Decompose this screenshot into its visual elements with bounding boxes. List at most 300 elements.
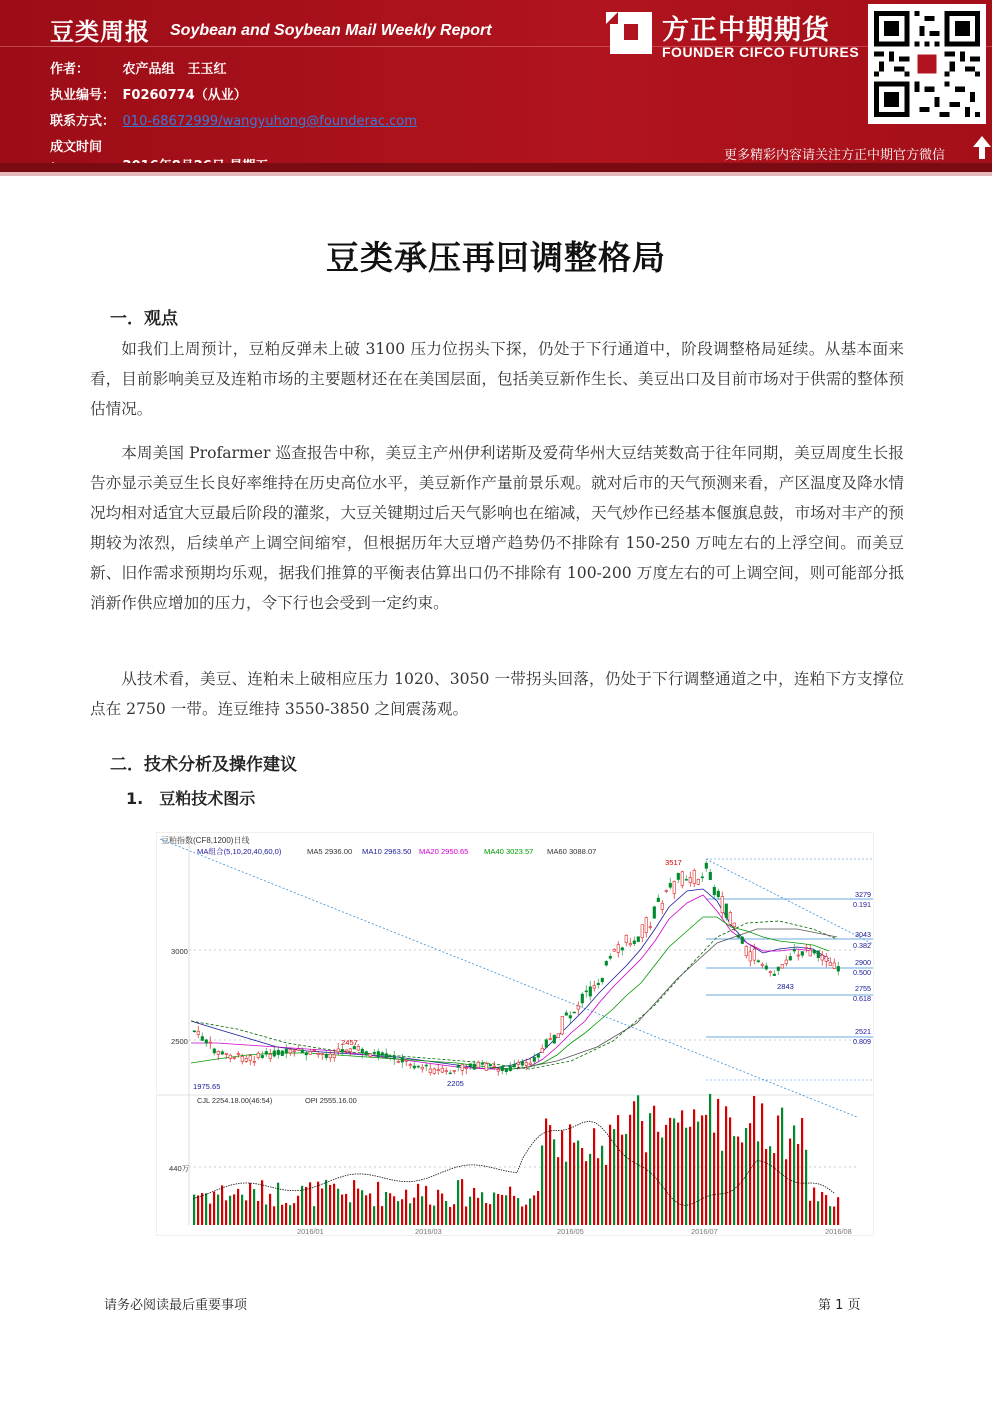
volume-bar bbox=[461, 1179, 463, 1225]
volume-bar bbox=[321, 1188, 323, 1225]
volume-bar bbox=[313, 1206, 315, 1225]
volume-bar bbox=[237, 1189, 239, 1225]
candle-body bbox=[201, 1037, 204, 1041]
volume-bar bbox=[553, 1139, 555, 1225]
volume-bar bbox=[445, 1201, 447, 1225]
candle-body bbox=[401, 1057, 404, 1062]
fib-0500: 0.500 bbox=[853, 968, 871, 977]
candle-body bbox=[797, 955, 800, 956]
fib-2900: 2900 bbox=[855, 958, 871, 967]
volume-bar bbox=[441, 1193, 443, 1225]
fib-2755: 2755 bbox=[855, 984, 871, 993]
volume-bar bbox=[801, 1118, 803, 1225]
fib-0382: 0.382 bbox=[853, 941, 871, 950]
volume-bar bbox=[769, 1146, 771, 1225]
candle-body bbox=[361, 1049, 364, 1053]
volume-bar bbox=[749, 1123, 751, 1225]
ann-high-3517: 3517 bbox=[665, 858, 682, 867]
volume-bar bbox=[329, 1185, 331, 1225]
candle-body bbox=[493, 1066, 496, 1067]
candle-body bbox=[445, 1071, 448, 1072]
candle-body bbox=[829, 962, 832, 965]
candle-body bbox=[497, 1069, 500, 1071]
volume-bar bbox=[717, 1099, 719, 1225]
candle-body bbox=[561, 1016, 564, 1034]
volume-bar bbox=[593, 1128, 595, 1225]
volume-bar bbox=[513, 1196, 515, 1225]
candle-body bbox=[601, 978, 604, 982]
candle-body bbox=[277, 1050, 280, 1054]
contact-label: 联系方式： bbox=[50, 114, 116, 129]
candle-body bbox=[369, 1054, 372, 1057]
y-tick-2500: 2500 bbox=[171, 1037, 188, 1046]
candle-body bbox=[725, 904, 728, 918]
candle-body bbox=[757, 961, 760, 962]
volume-bar bbox=[685, 1128, 687, 1225]
volume-bar bbox=[649, 1113, 651, 1225]
ann-2843: 2843 bbox=[777, 982, 794, 991]
candle-body bbox=[489, 1064, 492, 1065]
soymeal-technical-chart bbox=[156, 832, 874, 1236]
volume-bar bbox=[713, 1133, 715, 1225]
candle-body bbox=[801, 951, 804, 955]
volume-bar bbox=[233, 1194, 235, 1225]
section-heading-viewpoint: 一．观点 bbox=[110, 309, 178, 329]
candle-body bbox=[809, 950, 812, 956]
ann-2205: 2205 bbox=[447, 1079, 464, 1088]
candle-body bbox=[441, 1068, 444, 1072]
candle-body bbox=[593, 985, 596, 988]
candle-body bbox=[325, 1054, 328, 1057]
ann-2457: 2457 bbox=[341, 1038, 358, 1047]
candle-body bbox=[265, 1051, 268, 1054]
candle-body bbox=[649, 927, 652, 928]
candle-body bbox=[613, 949, 616, 951]
candle-body bbox=[761, 964, 764, 965]
volume-bar bbox=[681, 1110, 683, 1225]
volume-bar bbox=[325, 1180, 327, 1225]
volume-bar bbox=[197, 1195, 199, 1225]
volume-bar bbox=[489, 1204, 491, 1225]
volume-bar bbox=[493, 1193, 495, 1225]
candle-body bbox=[501, 1066, 504, 1070]
open-interest-label: OPI 2555.16.00 bbox=[305, 1096, 357, 1105]
candle-body bbox=[693, 870, 696, 883]
footer-notice: 请务必阅读最后重要事项 bbox=[104, 1298, 248, 1313]
candle-body bbox=[481, 1063, 484, 1065]
fib-0191: 0.191 bbox=[853, 900, 871, 909]
volume-bar bbox=[585, 1161, 587, 1225]
volume-bar bbox=[833, 1207, 835, 1225]
volume-bar bbox=[361, 1190, 363, 1225]
candle-body bbox=[209, 1042, 212, 1043]
volume-bar bbox=[425, 1186, 427, 1225]
candle-body bbox=[237, 1053, 240, 1054]
candle-body bbox=[253, 1061, 256, 1062]
volume-bar bbox=[605, 1165, 607, 1225]
volume-bar bbox=[485, 1203, 487, 1225]
y-tick-440: 440万 bbox=[169, 1164, 190, 1173]
volume-bars bbox=[193, 1094, 839, 1225]
candle-body bbox=[269, 1054, 272, 1058]
candle-body bbox=[581, 994, 584, 1003]
candle-body bbox=[681, 872, 684, 886]
volume-bar bbox=[229, 1196, 231, 1225]
volume-bar bbox=[829, 1206, 831, 1225]
candle-body bbox=[241, 1056, 244, 1061]
y-tick-3000: 3000 bbox=[171, 947, 188, 956]
volume-bar bbox=[377, 1182, 379, 1225]
candle-body bbox=[737, 935, 740, 937]
candle-body bbox=[629, 944, 632, 945]
header-underline bbox=[0, 163, 992, 172]
candle-body bbox=[673, 882, 676, 894]
candle-body bbox=[321, 1053, 324, 1054]
candle-body bbox=[637, 937, 640, 942]
fib-3043: 3043 bbox=[855, 930, 871, 939]
candle-body bbox=[517, 1062, 520, 1064]
volume-bar bbox=[617, 1115, 619, 1225]
candle-body bbox=[405, 1060, 408, 1061]
volume-bar bbox=[569, 1124, 571, 1225]
candle-body bbox=[509, 1066, 512, 1070]
candle-body bbox=[249, 1056, 252, 1061]
volume-bar bbox=[541, 1145, 543, 1225]
volume-bar bbox=[249, 1183, 251, 1225]
candle-body bbox=[413, 1066, 416, 1068]
founder-logo-icon bbox=[604, 10, 654, 58]
candle-body bbox=[461, 1065, 464, 1071]
candle-body bbox=[597, 983, 600, 985]
volume-bar bbox=[469, 1197, 471, 1225]
candle-body bbox=[709, 872, 712, 879]
volume-bar bbox=[305, 1187, 307, 1225]
candle-body bbox=[297, 1049, 300, 1050]
volume-bar bbox=[281, 1205, 283, 1225]
chart-title: 豆粕指数(CF8,1200)日线 bbox=[161, 836, 250, 845]
candle-body bbox=[349, 1049, 352, 1052]
candle-body bbox=[745, 946, 748, 955]
volume-bar bbox=[525, 1205, 527, 1225]
candle-body bbox=[685, 879, 688, 880]
volume-bar bbox=[781, 1108, 783, 1225]
volume-bar bbox=[797, 1144, 799, 1225]
candle-body bbox=[633, 941, 636, 944]
candle-body bbox=[625, 935, 628, 942]
author-label: 作者： bbox=[50, 62, 90, 77]
volume-bar bbox=[341, 1195, 343, 1225]
volume-bar bbox=[637, 1095, 639, 1225]
candle-body bbox=[661, 903, 664, 909]
volume-bar bbox=[257, 1201, 259, 1225]
volume-bar bbox=[657, 1132, 659, 1225]
candle-body bbox=[513, 1064, 516, 1067]
candle-body bbox=[525, 1063, 528, 1066]
volume-bar bbox=[437, 1190, 439, 1225]
volume-bar bbox=[705, 1115, 707, 1225]
volume-bar bbox=[217, 1195, 219, 1225]
volume-bar bbox=[517, 1198, 519, 1225]
volume-bar bbox=[689, 1127, 691, 1225]
volume-bar bbox=[349, 1202, 351, 1225]
report-subtitle: Soybean and Soybean Mail Weekly Report bbox=[170, 22, 492, 39]
volume-bar bbox=[261, 1180, 263, 1225]
volume-bar bbox=[433, 1206, 435, 1225]
candle-body bbox=[729, 913, 732, 925]
candle-body bbox=[733, 923, 736, 927]
fib-3279: 3279 bbox=[855, 890, 871, 899]
volume-bar bbox=[317, 1182, 319, 1225]
volume-bar bbox=[473, 1188, 475, 1225]
volume-bar bbox=[825, 1195, 827, 1225]
license-value: F0260774（从业） bbox=[122, 88, 247, 103]
volume-bar bbox=[213, 1192, 215, 1225]
candle-body bbox=[825, 957, 828, 962]
candle-body bbox=[617, 945, 620, 953]
volume-bar bbox=[369, 1193, 371, 1225]
candle-body bbox=[793, 949, 796, 951]
volume-bar bbox=[601, 1146, 603, 1225]
candle-body bbox=[781, 964, 784, 968]
report-type: 豆类周报 bbox=[50, 18, 150, 46]
candle-body bbox=[741, 937, 744, 944]
fib-2521: 2521 bbox=[855, 1027, 871, 1036]
volume-bar bbox=[821, 1192, 823, 1225]
volume-bar bbox=[621, 1135, 623, 1225]
volume-bar bbox=[545, 1118, 547, 1225]
volume-bar bbox=[353, 1180, 355, 1225]
candle-body bbox=[677, 873, 680, 879]
candle-body bbox=[425, 1065, 428, 1066]
volume-bar bbox=[729, 1117, 731, 1225]
candle-body bbox=[505, 1068, 508, 1071]
volume-bar bbox=[837, 1197, 839, 1225]
volume-bar bbox=[209, 1204, 211, 1225]
candle-body bbox=[545, 1040, 548, 1048]
x-tick-2016-01: 2016/01 bbox=[297, 1227, 324, 1235]
volume-bar bbox=[701, 1115, 703, 1225]
chart-canvas bbox=[157, 833, 873, 1235]
candle-body bbox=[689, 877, 692, 882]
volume-bar bbox=[401, 1199, 403, 1225]
volume-bar bbox=[265, 1204, 267, 1225]
volume-bar bbox=[577, 1141, 579, 1225]
volume-bar bbox=[397, 1201, 399, 1225]
candle-body bbox=[229, 1055, 232, 1058]
volume-bar bbox=[757, 1141, 759, 1225]
volume-bar bbox=[665, 1125, 667, 1225]
volume-bar bbox=[273, 1206, 275, 1225]
candle-body bbox=[225, 1053, 228, 1054]
volume-bar bbox=[785, 1159, 787, 1225]
volume-bar bbox=[533, 1195, 535, 1225]
page-number: 第 1 页 bbox=[818, 1298, 861, 1313]
candle-body bbox=[653, 907, 656, 918]
volume-bar bbox=[609, 1125, 611, 1225]
candle-body bbox=[389, 1056, 392, 1057]
fib-0809: 0.809 bbox=[853, 1037, 871, 1046]
candle-body bbox=[577, 1006, 580, 1009]
volume-bar bbox=[697, 1122, 699, 1225]
volume-bar bbox=[549, 1125, 551, 1225]
volume-bar bbox=[789, 1139, 791, 1225]
volume-bar bbox=[417, 1184, 419, 1225]
candle-body bbox=[213, 1049, 216, 1053]
volume-bar bbox=[381, 1206, 383, 1225]
candle-body bbox=[221, 1052, 224, 1055]
candle-body bbox=[697, 879, 700, 884]
candle-body bbox=[429, 1069, 432, 1073]
candle-body bbox=[557, 1034, 560, 1038]
candle-body bbox=[717, 891, 720, 897]
fib-0618: 0.618 bbox=[853, 994, 871, 1003]
volume-bar bbox=[333, 1184, 335, 1225]
ma-combo-label: MA组合(5,10,20,40,60,0) bbox=[197, 847, 282, 856]
follow-wechat-text: 更多精彩内容请关注方正中期官方微信 bbox=[724, 148, 946, 163]
candle-body bbox=[665, 891, 668, 892]
document-title: 豆类承压再回调整格局 bbox=[326, 238, 666, 277]
volume-bar bbox=[457, 1180, 459, 1225]
candle-body bbox=[333, 1055, 336, 1058]
candle-body bbox=[817, 951, 820, 958]
volume-bar bbox=[741, 1142, 743, 1225]
candle-body bbox=[381, 1053, 384, 1055]
volume-bar bbox=[737, 1137, 739, 1225]
license-label: 执业编号： bbox=[50, 88, 116, 103]
candle-body bbox=[309, 1051, 312, 1054]
x-tick-2016-05: 2016/05 bbox=[557, 1227, 584, 1235]
candle-body bbox=[769, 972, 772, 973]
candle-body bbox=[485, 1064, 488, 1071]
volume-bar bbox=[693, 1109, 695, 1225]
volume-bar bbox=[477, 1198, 479, 1225]
candle-body bbox=[605, 961, 608, 965]
ma60-label: MA60 3088.07 bbox=[547, 847, 597, 856]
candle-body bbox=[293, 1051, 296, 1052]
candle-body bbox=[453, 1070, 456, 1071]
volume-bar bbox=[813, 1188, 815, 1225]
author-value: 农产品组 王玉红 bbox=[122, 62, 227, 77]
volume-bar bbox=[389, 1193, 391, 1225]
volume-bar bbox=[365, 1195, 367, 1225]
candle-body bbox=[589, 987, 592, 996]
volume-bar bbox=[301, 1186, 303, 1225]
candle-body bbox=[537, 1054, 540, 1057]
candle-body bbox=[821, 955, 824, 960]
candle-body bbox=[473, 1064, 476, 1069]
volume-bar bbox=[505, 1195, 507, 1225]
candle-body bbox=[313, 1050, 316, 1051]
candle-body bbox=[765, 966, 768, 969]
candle-body bbox=[281, 1051, 284, 1056]
candle-body bbox=[837, 966, 840, 971]
up-arrow-icon[interactable] bbox=[972, 134, 992, 160]
contact-link[interactable]: 010-68672999/wangyuhong@founderac.com bbox=[122, 114, 417, 129]
candle-body bbox=[345, 1050, 348, 1051]
candle-body bbox=[289, 1049, 292, 1053]
subheading-chart: 1. 豆粕技术图示 bbox=[126, 789, 256, 808]
volume-bar bbox=[761, 1103, 763, 1225]
volume-bar bbox=[773, 1153, 775, 1225]
volume-bar bbox=[357, 1189, 359, 1225]
candle-body bbox=[197, 1031, 200, 1034]
candle-body bbox=[669, 883, 672, 887]
candle-body bbox=[433, 1069, 436, 1073]
volume-bar bbox=[345, 1194, 347, 1225]
candle-body bbox=[301, 1050, 304, 1053]
candle-body bbox=[753, 949, 756, 960]
candle-body bbox=[701, 877, 704, 878]
volume-bar bbox=[709, 1094, 711, 1225]
candle-body bbox=[785, 960, 788, 964]
volume-bar bbox=[661, 1138, 663, 1225]
candle-body bbox=[529, 1063, 532, 1064]
volume-bar bbox=[817, 1201, 819, 1225]
volume-bar bbox=[565, 1162, 567, 1225]
candle-body bbox=[377, 1051, 380, 1056]
volume-bar bbox=[537, 1191, 539, 1225]
volume-bar bbox=[521, 1207, 523, 1225]
header-underline-light bbox=[0, 172, 992, 176]
volume-bar bbox=[529, 1199, 531, 1225]
volume-bar bbox=[557, 1157, 559, 1225]
volume-bar bbox=[293, 1203, 295, 1225]
volume-bar bbox=[221, 1185, 223, 1225]
volume-bar bbox=[677, 1123, 679, 1225]
date-label: 成文时间 bbox=[50, 140, 103, 155]
candle-body bbox=[193, 1031, 196, 1032]
volume-bar bbox=[421, 1196, 423, 1225]
volume-bar bbox=[561, 1131, 563, 1225]
volume-bar bbox=[653, 1106, 655, 1225]
qr-code-icon bbox=[868, 4, 986, 124]
candle-body bbox=[565, 1013, 568, 1015]
candle-body bbox=[417, 1066, 420, 1067]
contact-row bbox=[50, 110, 417, 129]
candle-body bbox=[585, 991, 588, 992]
volume-bar bbox=[481, 1192, 483, 1225]
volume-bar bbox=[501, 1195, 503, 1225]
volume-bar bbox=[721, 1151, 723, 1225]
candle-body bbox=[521, 1061, 524, 1065]
volume-bar bbox=[669, 1118, 671, 1225]
volume-bar bbox=[509, 1187, 511, 1225]
volume-bar bbox=[385, 1192, 387, 1225]
candle-body bbox=[621, 948, 624, 950]
candle-body bbox=[549, 1038, 552, 1039]
candle-body bbox=[205, 1040, 208, 1043]
volume-bar bbox=[405, 1190, 407, 1225]
candle-body bbox=[245, 1058, 248, 1061]
candle-body bbox=[641, 925, 644, 938]
paragraph-1: 如我们上周预计，豆粕反弹未上破 3100 压力位拐头下探，仍处于下行通道中，阶段调整格局延续。从基本面来看，目前影响美豆及连粕市场的主要题材还在在美国层面，包括美豆新作生长、美豆出口及目前市场对于供需的整体预估情况。 bbox=[90, 340, 904, 418]
license-row bbox=[50, 84, 247, 103]
volume-bar bbox=[201, 1193, 203, 1225]
candle-body bbox=[609, 956, 612, 958]
volume-bar bbox=[285, 1203, 287, 1225]
candle-body bbox=[541, 1048, 544, 1052]
volume-bar bbox=[465, 1206, 467, 1225]
candle-body bbox=[317, 1053, 320, 1054]
volume-bar bbox=[793, 1125, 795, 1225]
volume-bar bbox=[673, 1118, 675, 1225]
volume-bar bbox=[205, 1193, 207, 1225]
volume-bar bbox=[413, 1198, 415, 1225]
candle-body bbox=[449, 1073, 452, 1074]
ma20-label: MA20 2950.65 bbox=[419, 847, 469, 856]
author-row bbox=[50, 58, 227, 77]
volume-bar bbox=[589, 1154, 591, 1225]
